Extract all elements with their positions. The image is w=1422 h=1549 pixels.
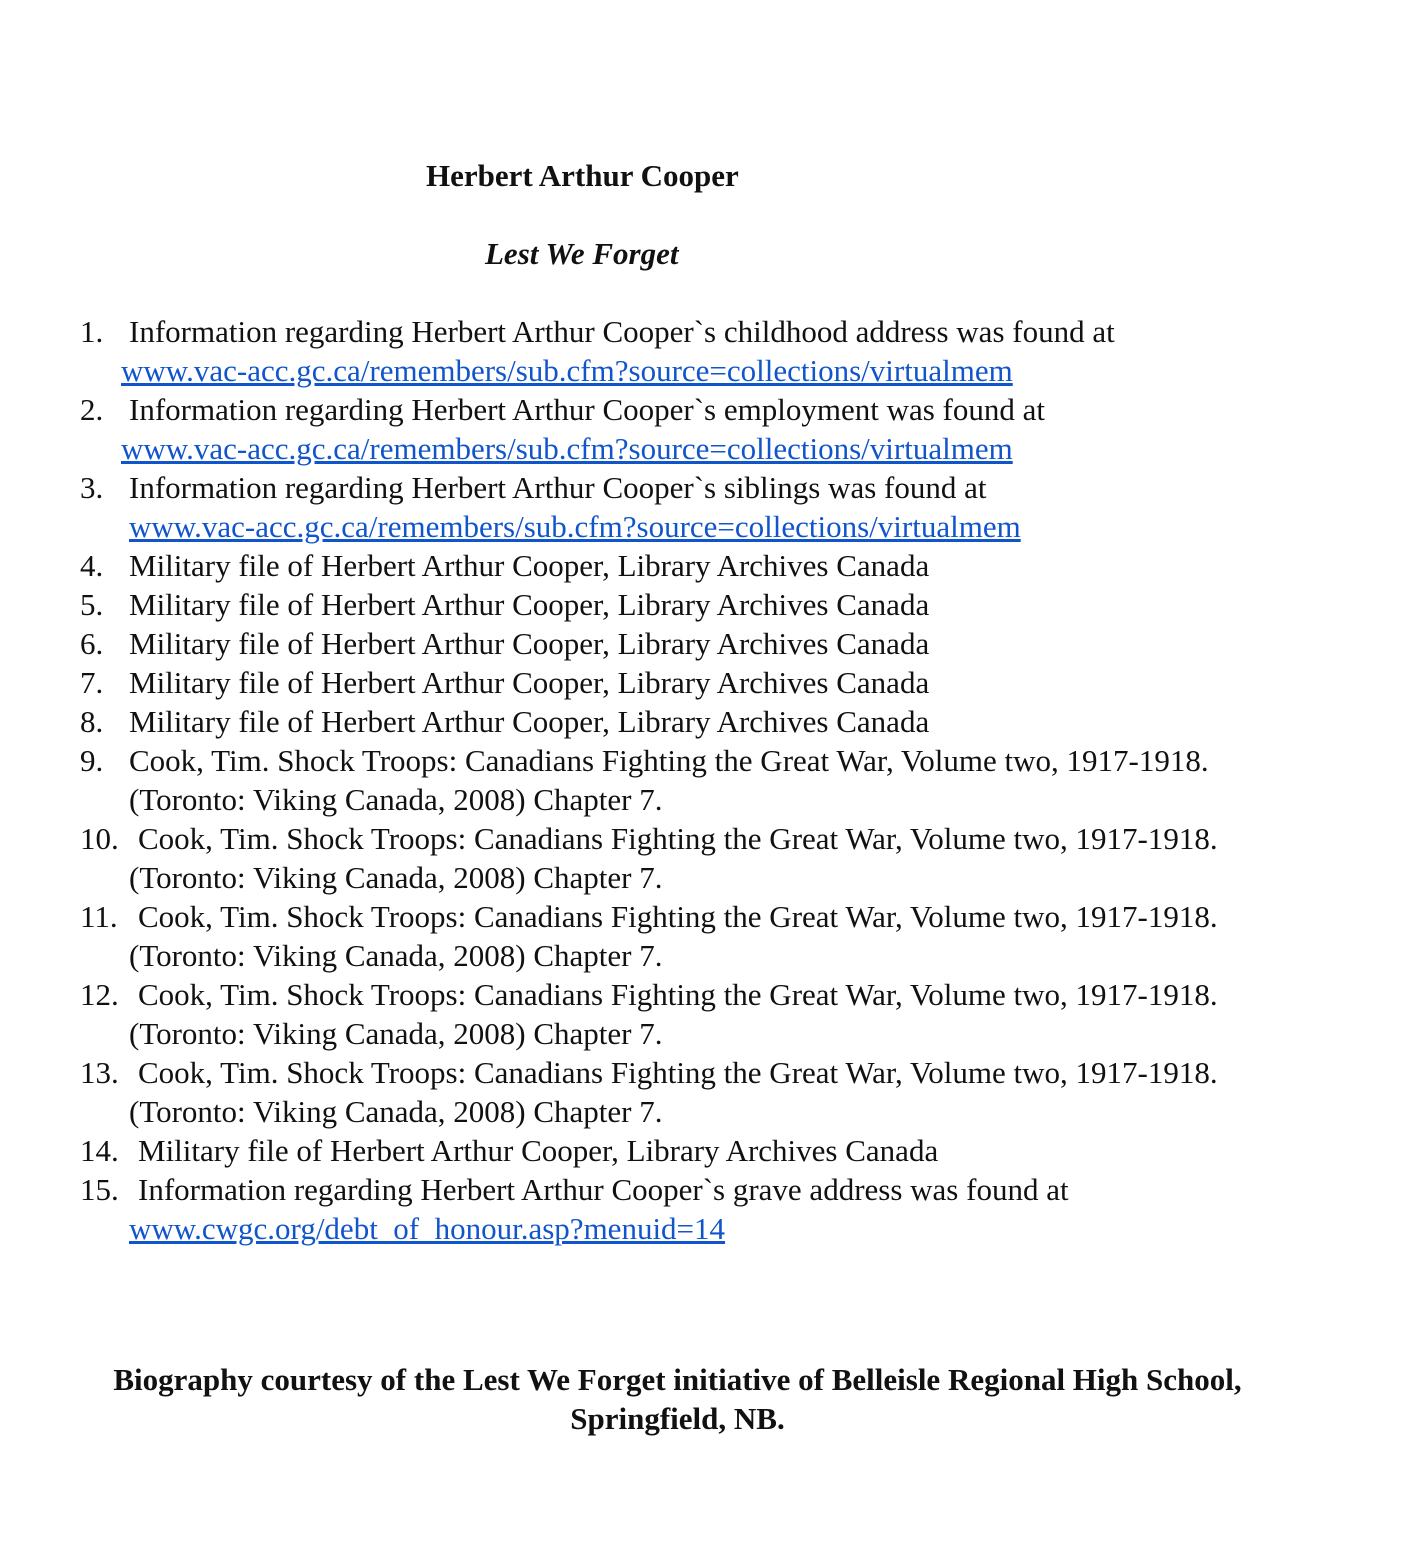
endnote-text: Cook, Tim. Shock Troops: Canadians Fighting the Great War, Volume two, 1917-1918. xyxy=(138,1055,1218,1090)
endnote-13 xyxy=(80,1053,1218,1131)
credit-line-1: Biography courtesy of the Lest We Forget initiative of Belleisle Regional High School, xyxy=(113,1362,1242,1397)
endnote-link[interactable]: www.cwgc.org/debt_of_honour.asp?menuid=14 xyxy=(129,1211,726,1246)
endnote-text: Information regarding Herbert Arthur Cooper`s grave address was found at xyxy=(138,1172,1069,1207)
endnote-text-continued: (Toronto: Viking Canada, 2008) Chapter 7. xyxy=(129,1016,663,1051)
endnote-10 xyxy=(80,819,1218,897)
endnote-number: 12. xyxy=(80,977,119,1012)
endnote-2 xyxy=(80,390,1218,468)
endnote-12 xyxy=(80,975,1218,1053)
endnote-text: Cook, Tim. Shock Troops: Canadians Fighting the Great War, Volume two, 1917-1918. xyxy=(138,821,1218,856)
endnote-number: 9. xyxy=(80,743,104,778)
endnote-number: 15. xyxy=(80,1172,119,1207)
document-title: Herbert Arthur Cooper xyxy=(426,158,739,193)
endnote-4 xyxy=(80,546,1218,585)
endnote-text: Military file of Herbert Arthur Cooper, Library Archives Canada xyxy=(129,626,930,661)
endnote-text: Information regarding Herbert Arthur Cooper`s employment was found at xyxy=(129,392,1045,427)
endnote-text-continued: (Toronto: Viking Canada, 2008) Chapter 7. xyxy=(129,860,663,895)
endnote-number: 6. xyxy=(80,626,104,661)
endnote-9 xyxy=(80,741,1218,819)
biography-credit xyxy=(0,1360,1355,1438)
endnote-number: 7. xyxy=(80,665,104,700)
endnote-text-continued: (Toronto: Viking Canada, 2008) Chapter 7. xyxy=(129,1094,663,1129)
document-subtitle: Lest We Forget xyxy=(485,236,679,271)
endnote-text: Military file of Herbert Arthur Cooper, Library Archives Canada xyxy=(129,548,930,583)
endnote-text: Military file of Herbert Arthur Cooper, Library Archives Canada xyxy=(138,1133,939,1168)
endnote-3 xyxy=(80,468,1218,546)
endnote-text: Information regarding Herbert Arthur Cooper`s siblings was found at xyxy=(129,470,987,505)
endnote-link[interactable]: www.vac-acc.gc.ca/remembers/sub.cfm?source=collections/virtualmem xyxy=(129,509,1021,544)
endnote-text: Cook, Tim. Shock Troops: Canadians Fighting the Great War, Volume two, 1917-1918. xyxy=(138,977,1218,1012)
endnote-text-continued: (Toronto: Viking Canada, 2008) Chapter 7. xyxy=(129,938,663,973)
endnote-15 xyxy=(80,1170,1218,1248)
endnote-number: 2. xyxy=(80,392,104,427)
endnote-5 xyxy=(80,585,1218,624)
endnote-text: Military file of Herbert Arthur Cooper, Library Archives Canada xyxy=(129,665,930,700)
endnote-number: 10. xyxy=(80,821,119,856)
endnote-number: 4. xyxy=(80,548,104,583)
endnote-text: Military file of Herbert Arthur Cooper, Library Archives Canada xyxy=(129,704,930,739)
endnote-14 xyxy=(80,1131,1218,1170)
endnote-text: Information regarding Herbert Arthur Cooper`s childhood address was found at xyxy=(129,314,1115,349)
endnote-text: Cook, Tim. Shock Troops: Canadians Fighting the Great War, Volume two, 1917-1918. xyxy=(138,899,1218,934)
endnote-8 xyxy=(80,702,1218,741)
endnotes-list xyxy=(80,312,1218,1248)
endnote-text: Military file of Herbert Arthur Cooper, Library Archives Canada xyxy=(129,587,930,622)
endnote-link[interactable]: www.vac-acc.gc.ca/remembers/sub.cfm?source=collections/virtualmem xyxy=(121,431,1013,466)
endnote-number: 3. xyxy=(80,470,104,505)
endnote-text: Cook, Tim. Shock Troops: Canadians Fighting the Great War, Volume two, 1917-1918. xyxy=(129,743,1209,778)
endnote-11 xyxy=(80,897,1218,975)
endnote-link[interactable]: www.vac-acc.gc.ca/remembers/sub.cfm?source=collections/virtualmem xyxy=(121,353,1013,388)
endnote-number: 8. xyxy=(80,704,104,739)
endnote-number: 14. xyxy=(80,1133,119,1168)
endnote-7 xyxy=(80,663,1218,702)
endnote-6 xyxy=(80,624,1218,663)
credit-line-2: Springfield, NB. xyxy=(570,1401,785,1436)
endnote-1 xyxy=(80,312,1218,390)
endnote-number: 1. xyxy=(80,314,104,349)
endnote-number: 5. xyxy=(80,587,104,622)
endnote-number: 13. xyxy=(80,1055,119,1090)
endnote-number: 11. xyxy=(80,899,118,934)
endnote-text-continued: (Toronto: Viking Canada, 2008) Chapter 7. xyxy=(129,782,663,817)
